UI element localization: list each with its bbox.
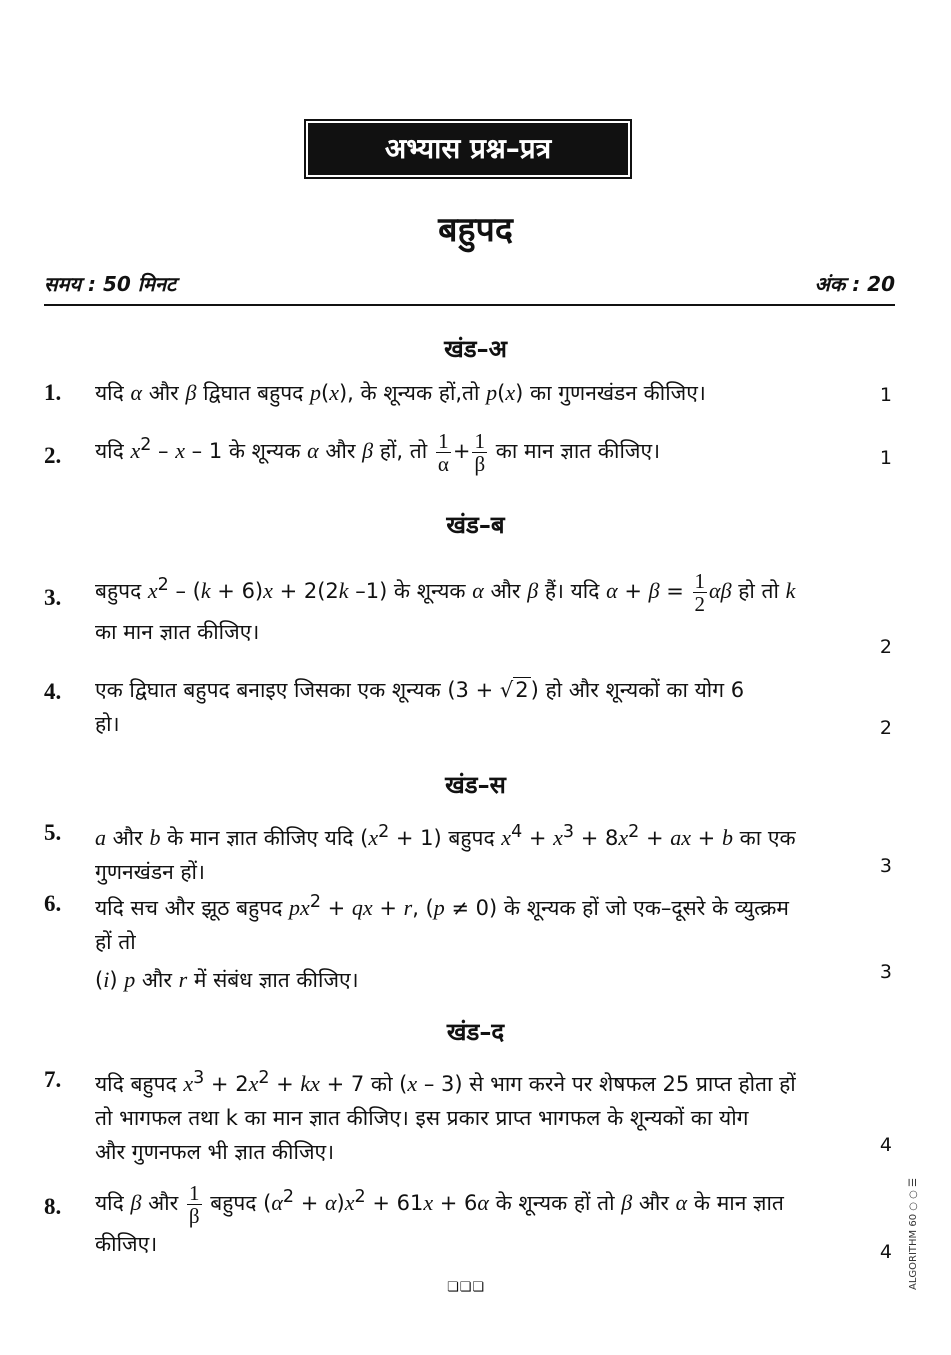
question-8-marks: 4	[879, 1241, 892, 1263]
marks-label: अंक : 20	[814, 272, 895, 296]
side-watermark: ALGORITHM 60 ○ ○ ☰	[908, 1177, 919, 1290]
question-5-marks: 3	[879, 855, 892, 877]
question-8-text: यदि β और $\frac{1}{\beta}$ बहुपद $(\alpha^2 + \alpha)x^2 + 61x + 6\alpha$ के शून्यक हों तो β और α के मान ज्ञात कीजिए।	[95, 1180, 784, 1256]
question-4-marks: 2	[879, 717, 892, 739]
question-number-5: 5.	[44, 820, 62, 845]
question-6-marks: 3	[879, 961, 892, 983]
question-number-6: 6.	[44, 891, 62, 916]
question-3-text: बहुपद $x^2 - (k + 6)x + 2(2k$ –1) के शून्यक α और β हैं। यदि α + β = $\frac{1}{2}$ αβ हो तो k का मान ज्ञात कीजिए।	[95, 568, 796, 644]
question-number-8: 8.	[44, 1194, 62, 1219]
question-number-4: 4.	[44, 679, 62, 704]
question-number-3: 3.	[44, 585, 62, 610]
question-2-marks: 1	[879, 447, 892, 469]
section-heading-a: खंड–अ	[444, 335, 507, 363]
section-heading-c: खंड–स	[445, 771, 506, 799]
question-3-marks: 2	[879, 636, 892, 658]
question-1-marks: 1	[879, 384, 892, 406]
header-divider	[44, 304, 895, 306]
worksheet-banner: अभ्यास प्रश्न–प्रत्र	[308, 123, 628, 175]
section-heading-b: खंड–ब	[446, 511, 505, 539]
page-title: बहुपद	[438, 210, 513, 250]
question-1-text: यदि α और β द्विघात बहुपद p(x), के शून्यक हों,तो p(x) का गुणनखंडन कीजिए।	[95, 380, 706, 405]
question-6-text: यदि सच और झूठ बहुपद $px^2$ + qx + r, (p ≠ 0) के शून्यक हों जो एक–दूसरे के व्युत्क्रम हों तो (i) p और r में संबंध ज्ञात कीजिए।	[95, 892, 789, 992]
question-7-marks: 4	[879, 1134, 892, 1156]
end-marker: ❏❏❏	[447, 1280, 485, 1295]
question-number-7: 7.	[44, 1067, 62, 1092]
question-7-text: यदि बहुपद $x^3 + 2x^2$ + kx + 7 को (x – 3) से भाग करने पर शेषफल 25 प्राप्त होता हों तो भागफल तथा k का मान ज्ञात कीजिए। इस प्रकार प्राप्त भागफल के शून्यकों का योग और गुणनफल भी ज्ञात कीजिए।	[95, 1068, 796, 1164]
question-number-1: 1.	[44, 380, 62, 405]
question-4-text: एक द्विघात बहुपद बनाइए जिसका एक शून्यक (3 + √2) हो और शून्यकों का योग 6 हो।	[95, 678, 745, 736]
question-number-2: 2.	[44, 443, 62, 468]
question-2-text: यदि $x^2$ – x – 1 के शून्यक α और β हों, तो $\frac{1}{\alpha}$ + $\frac{1}{\beta}$ का मान ज्ञात कीजिए।	[95, 428, 661, 476]
time-label: समय : 50 मिनट	[44, 272, 177, 296]
section-heading-d: खंड–द	[446, 1018, 505, 1046]
question-5-text: a और b के मान ज्ञात कीजिए यदि $(x^2 + 1)$ बहुपद $x^4 + x^3 + 8x^2$ + ax + b का एक गुणनखंडन हों।	[95, 822, 796, 884]
